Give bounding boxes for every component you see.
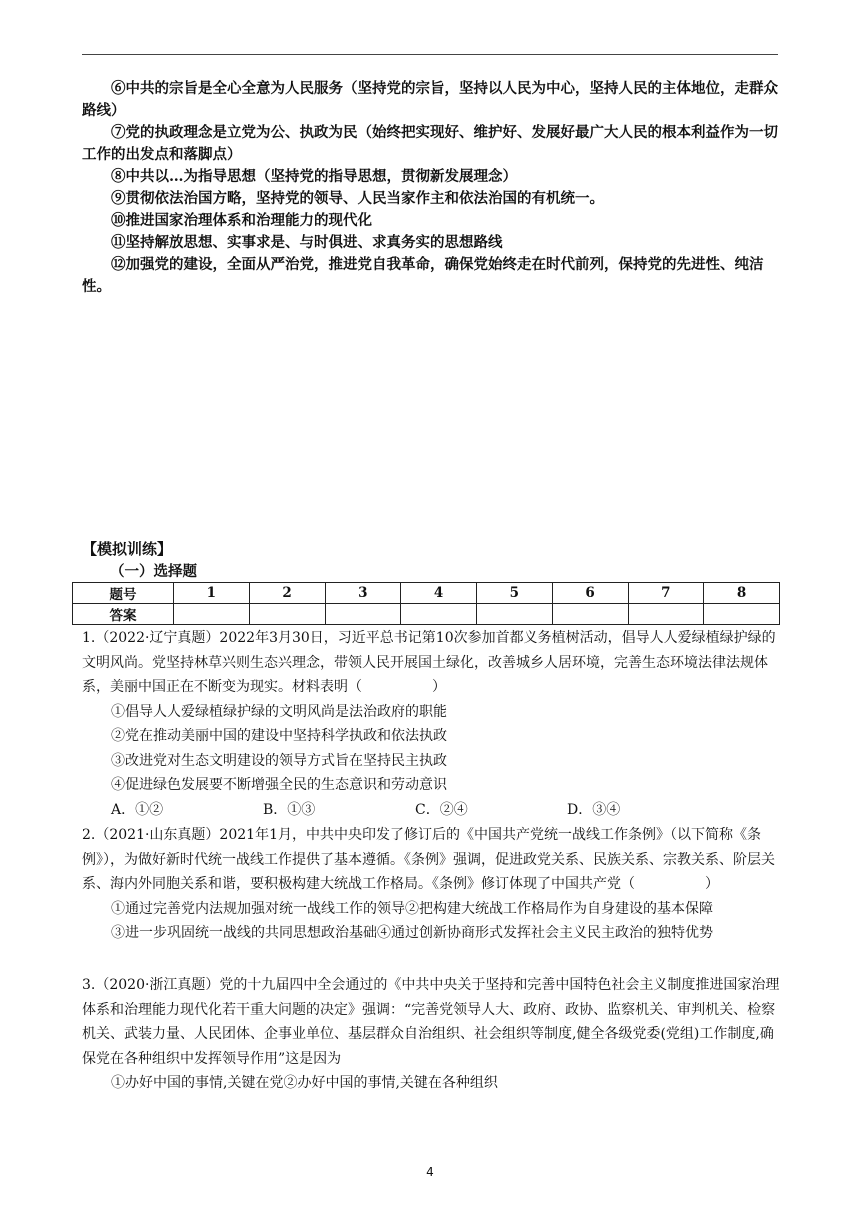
point-8: ⑧中共以…为指导思想（坚持党的指导思想，贯彻新发展理念）	[111, 168, 517, 185]
option: ③改进党对生态文明建设的领导方式旨在坚持民主执政	[111, 752, 447, 769]
option: ①倡导人人爱绿植绿护绿的文明风尚是法治政府的职能	[111, 703, 447, 720]
row-label-number: 题号	[73, 583, 174, 604]
point-6: ⑥中共的宗旨是全心全意为人民服务（坚持党的宗旨，坚持以人民为中心，坚持人民的主体地位，走群众路线）	[82, 80, 778, 119]
sub-title: （一）选择题	[110, 563, 197, 580]
key-points	[82, 78, 780, 298]
question-2	[82, 823, 782, 946]
col-number: 8	[704, 583, 780, 604]
option: ①通过完善党内法规加强对统一战线工作的领导②把构建大统战工作格局作为自身建设的基本保障	[111, 900, 713, 917]
answer-cell[interactable]	[552, 604, 628, 625]
col-number: 2	[249, 583, 325, 604]
col-number: 4	[401, 583, 477, 604]
header-rule	[82, 54, 778, 55]
answer-cell[interactable]	[704, 604, 780, 625]
answer-cell[interactable]	[174, 604, 250, 625]
col-number: 3	[325, 583, 401, 604]
option: ④促进绿色发展要不断增强全民的生态意识和劳动意识	[111, 777, 447, 793]
option: ①办好中国的事情,关键在党②办好中国的事情,关键在各种组织	[111, 1075, 498, 1091]
choice-b[interactable]: B．①③	[263, 801, 316, 818]
answer-cell[interactable]	[628, 604, 704, 625]
answer-table	[72, 582, 780, 625]
point-11: ⑪坚持解放思想、实事求是、与时俱进、求真务实的思想路线	[111, 234, 503, 251]
col-number: 5	[477, 583, 553, 604]
question-3	[82, 973, 782, 1096]
point-7: ⑦党的执政理念是立党为公、执政为民（始终把实现好、维护好、发展好最广大人民的根本利益作为一切工作的出发点和落脚点）	[82, 124, 778, 163]
answer-choices	[82, 798, 782, 823]
question-stem: 2.（2021·山东真题）2021年1月，中共中央印发了修订后的《中国共产党统一战线工作条例》（以下简称《条例》），为做好新时代统一战线工作提供了基本遵循。《条例》强调，促进政党关系、民族关系、宗教关系、阶层关系、海内外同胞关系和谐，要积极构建大统战工作格局。《条例》修订体现了中国共产党（ ）	[82, 827, 775, 892]
section-title: 【模拟训练】	[82, 540, 173, 558]
answer-cell[interactable]	[249, 604, 325, 625]
col-number: 7	[628, 583, 704, 604]
point-12: ⑫加强党的建设，全面从严治党，推进党自我革命，确保党始终走在时代前列，保持党的先进性、纯洁性。	[82, 256, 764, 295]
answer-cell[interactable]	[401, 604, 477, 625]
point-10: ⑩推进国家治理体系和治理能力的现代化	[111, 212, 372, 229]
row-label-answer: 答案	[73, 604, 174, 625]
option: ②党在推动美丽中国的建设中坚持科学执政和依法执政	[111, 728, 447, 744]
answer-cell[interactable]	[325, 604, 401, 625]
question-stem: 1.（2022·辽宁真题）2022年3月30日，习近平总书记第10次参加首都义务植树活动，倡导人人爱绿植绿护绿的文明风尚。党坚持林草兴则生态兴理念，带领人民开展国土绿化，改善城乡人居环境，完善生态环境法律法规体系，美丽中国正在不断变为现实。材料表明（ ）	[82, 630, 776, 695]
question-stem: 3.（2020·浙江真题）党的十九届四中全会通过的《中共中央关于坚持和完善中国特色社会主义制度推进国家治理体系和治理能力现代化若干重大问题的决定》强调：“完善党领导人大、政府、政协、监察机关、审判机关、检察机关、武装力量、人民团体、企事业单位、基层群众自治组织、社会组织等制度,健全各级党委(党组)工作制度,确保党在各种组织中发挥领导作用”这是因为	[82, 977, 780, 1067]
answer-table-answer-row	[73, 604, 780, 625]
answer-table-header-row	[73, 583, 780, 604]
answer-cell[interactable]	[477, 604, 553, 625]
choice-c[interactable]: C．②④	[415, 801, 468, 818]
col-number: 1	[174, 583, 250, 604]
point-9: ⑨贯彻依法治国方略，坚持党的领导、人民当家作主和依法治国的有机统一。	[111, 190, 604, 207]
question-1	[82, 626, 782, 822]
choice-d[interactable]: D．③④	[567, 801, 621, 818]
col-number: 6	[552, 583, 628, 604]
choice-a[interactable]: A．①②	[111, 801, 164, 818]
page-number: 4	[426, 1165, 434, 1179]
option: ③进一步巩固统一战线的共同思想政治基础④通过创新协商形式发挥社会主义民主政治的独特优势	[111, 925, 713, 941]
